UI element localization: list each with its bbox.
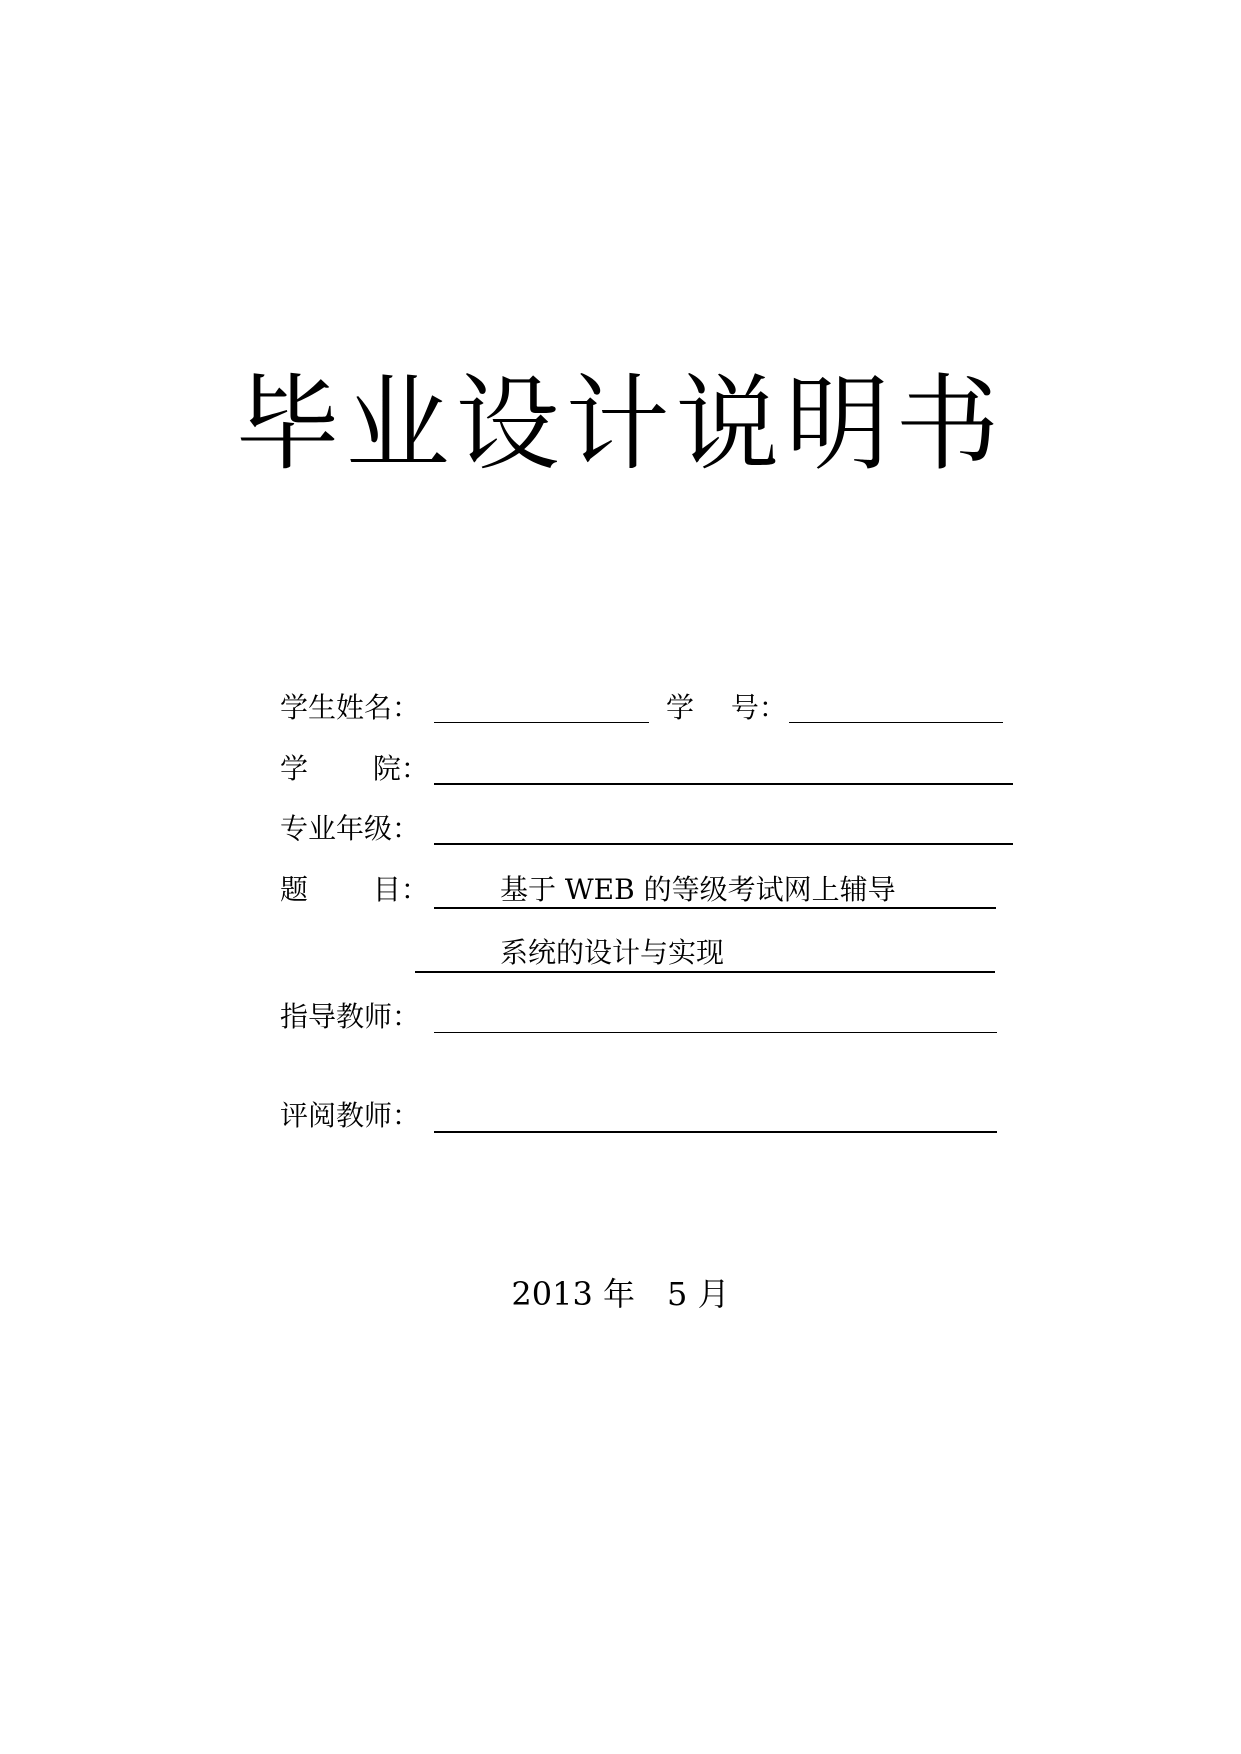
reviewer-field-line[interactable] <box>434 1131 997 1133</box>
topic-line-2: 系统的设计与实现 <box>500 936 725 969</box>
document-title: 毕业设计说明书 <box>235 363 1006 485</box>
topic-line-1: 基于 WEB 的等级考试网上辅导 <box>500 873 896 906</box>
major-grade-field-line[interactable] <box>434 843 1013 845</box>
college-label: 学 院： <box>280 752 429 785</box>
college-field-line[interactable] <box>434 783 1013 785</box>
student-name-field-line[interactable] <box>434 722 649 723</box>
student-id-label: 学 号： <box>666 691 787 724</box>
topic-label: 题 目： <box>280 873 429 906</box>
advisor-field-line[interactable] <box>434 1032 997 1033</box>
reviewer-label: 评阅教师： <box>280 1099 421 1132</box>
student-name-label: 学生姓名： <box>280 691 421 724</box>
major-grade-label: 专业年级： <box>280 812 421 845</box>
student-id-field-line[interactable] <box>789 722 1003 723</box>
submission-date: 2013 年 5 月 <box>511 1275 730 1313</box>
advisor-label: 指导教师： <box>280 1000 421 1033</box>
topic-field-line-1[interactable] <box>434 907 996 909</box>
topic-field-line-2[interactable] <box>415 971 995 973</box>
